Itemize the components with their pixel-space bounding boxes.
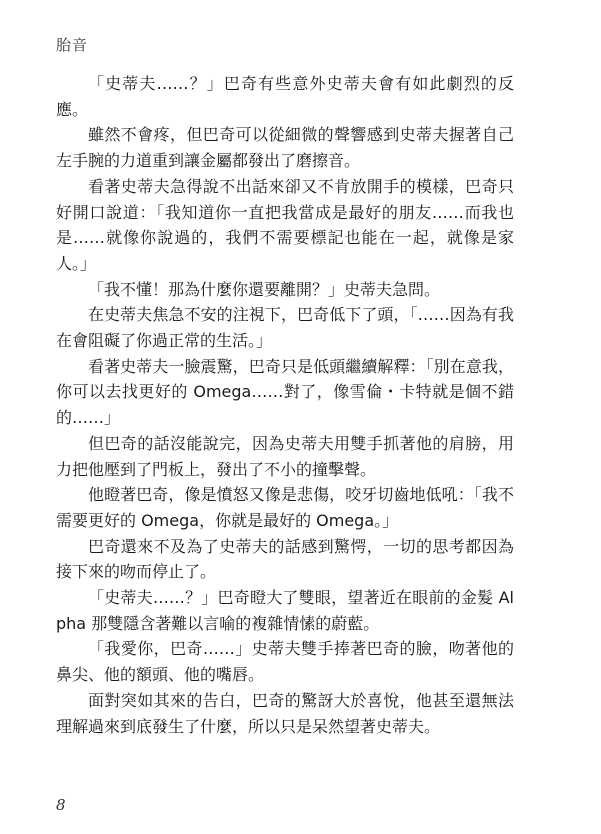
paragraph: 巴奇還來不及為了史蒂夫的話感到驚愕，一切的思考都因為接下來的吻而停止了。 [56,536,514,582]
paragraph: 「我愛你，巴奇……」史蒂夫雙手捧著巴奇的臉，吻著他的鼻尖、他的額頭、他的嘴唇。 [56,639,514,685]
page-number: 8 [56,796,66,814]
paragraph: 「史蒂夫……？」巴奇瞪大了雙眼，望著近在眼前的金髮 Alpha 那雙隱含著難以言喻的複雜情愫的蔚藍。 [56,588,514,633]
paragraph: 他瞪著巴奇，像是憤怒又像是悲傷，咬牙切齒地低吼：「我不需要更好的 Omega，你就是最好的 Omega。」 [56,485,514,530]
paragraph: 看著史蒂夫急得說不出話來卻又不肯放開手的模樣，巴奇只好開口說道：「我知道你一直把我當成是最好的朋友……而我也是……就像你說過的，我們不需要標記也能在一起，就像是家人。」 [56,176,514,273]
paragraph: 面對突如其來的告白，巴奇的驚訝大於喜悅，他甚至還無法理解過來到底發生了什麼，所以只是呆然望著史蒂夫。 [56,690,514,736]
running-header: 胎音 [56,36,89,54]
paragraph: 雖然不會疼，但巴奇可以從細微的聲響感到史蒂夫握著自己左手腕的力道重到讓金屬都發出了磨擦音。 [56,125,514,171]
body-text [56,71,514,739]
paragraph: 「史蒂夫……？」巴奇有些意外史蒂夫會有如此劇烈的反應。 [56,74,514,119]
paragraph: 但巴奇的話沒能說完，因為史蒂夫用雙手抓著他的肩膀，用力把他壓到了門板上，發出了不小的撞擊聲。 [56,433,514,479]
paragraph: 在史蒂夫焦急不安的注視下，巴奇低下了頭，「……因為有我在會阻礙了你過正常的生活。」 [56,305,514,351]
paragraph: 「我不懂！那為什麼你還要離開？」史蒂夫急問。 [88,279,441,299]
paragraph: 看著史蒂夫一臉震驚，巴奇只是低頭繼續解釋：「別在意我，你可以去找更好的 Omega……對了，像雪倫・卡特就是個不錯的……」 [56,356,514,428]
